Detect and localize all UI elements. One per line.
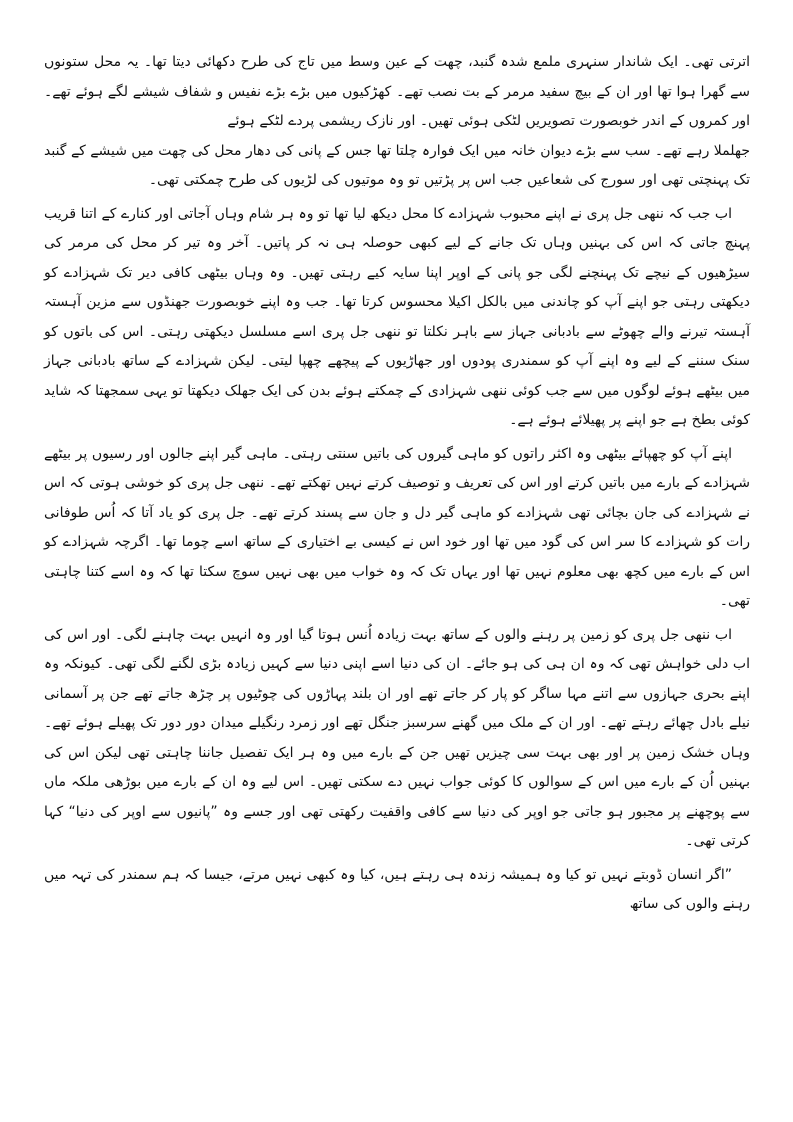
paragraph-6: ”اگر انسان ڈوبتے نہیں تو کیا وہ ہمیشہ زندہ ہی رہتے ہیں، کیا وہ کبھی نہیں مرتے، جیسا کہ ہم سمندر کی تہہ میں رہنے والوں کی ساتھ	[44, 866, 750, 912]
paragraph-5: اب ننھی جل پری کو زمین پر رہنے والوں کے ساتھ بہت زیادہ اُنس ہوتا گیا اور وہ انہیں بہت چاہنے لگی۔ اور اس کی اب دلی خواہش تھی کہ وہ ان ہی کی ہو جائے۔ ان کی دنیا اسے اپنی دنیا سے کہیں زیادہ بڑی لگنے لگی تھی۔ کیونکہ وہ اپنے بحری جہازوں سے اتنے مہا ساگر کو پار کر جاتے تھے اور ان بلند پہاڑوں کی چوٹیوں پر چڑھ جاتے تھے جن پر آسمانی نیلے بادل چھائے رہتے تھے۔ اور ان کے ملک میں گھنے سرسبز جنگل تھے اور زمرد رنگیلے میدان دور دور تک پھیلے ہوئے تھے۔ وہاں خشک زمین پر اور بھی بہت سی چیزیں تھیں جن کے بارے میں وہ ہر ایک تفصیل جاننا چاہتی تھی لیکن اس کی بہنیں اُن کے بارے میں اس کے سوالوں کا کوئی جواب نہیں دے سکتی تھیں۔ اس لیے وہ ان کے بارے میں بوڑھی ملکہ ماں سے پوچھنے پر مجبور ہو جاتی جو اوپر کی دنیا سے کافی واقفیت رکھتی تھی اور جسے وہ ”پانیوں سے اوپر کی دنیا“ کہا کرتی تھی۔	[44, 626, 750, 849]
urdu-text-body	[44, 48, 750, 920]
paragraph-3: اب جب کہ ننھی جل پری نے اپنے محبوب شہزادے کا محل دیکھ لیا تھا تو وہ ہر شام وہاں آجاتی اور کنارے کے اتنا قریب پہنچ جاتی کہ اس کی بہنیں وہاں تک جانے کے لیے کبھی حوصلہ ہی نہ کر پاتیں۔ آخر وہ تیر کر محل کی مرمر کی سیڑھیوں کے نیچے تک پہنچنے لگی جو پانی کے اوپر اپنا سایہ کیے رہتی تھیں۔ وہ وہاں بیٹھی کافی دیر تک شہزادے کو دیکھتی رہتی جو اپنے آپ کو چاندنی میں بالکل اکیلا محسوس کرتا تھا۔ جب وہ اپنے خوبصورت جھنڈوں سے مزین آہستہ آہستہ تیرنے والے چھوٹے سے بادبانی جہاز سے باہر نکلتا تو ننھی جل پری اسے مسلسل دیکھتی رہتی۔ اس کی باتوں کو سنک سننے کے لیے وہ اپنے آپ کو سمندری پودوں اور جھاڑیوں کے پیچھے چھپا لیتی۔ لیکن شہزادے کے ساتھ بادبانی جہاز میں بیٹھے ہوئے لوگوں میں سے جب کوئی ننھی شہزادی کے چمکتے ہوئے بدن کی ایک جھلک دیکھتا تو یہی سمجھتا کہ شاید کوئی بطخ ہے جو اپنے پر پھیلائے ہوئے ہے۔	[44, 205, 750, 428]
paragraph-4: اپنے آپ کو چھپائے بیٹھی وہ اکثر راتوں کو ماہی گیروں کی باتیں سنتی رہتی۔ ماہی گیر اپنے جالوں اور رسیوں پر بیٹھے شہزادے کے بارے میں باتیں کرتے اور اس کی تعریف و توصیف کرتے نہیں تھکتے تھے۔ ننھی جل پری کو خوشی ہوتی کہ اس نے شہزادے کی جان بچائی تھی شہزادے کو ماہی گیر دل و جان سے پسند کرتے تھے۔ جل پری کو یاد آتا کہ اُس طوفانی رات کو شہزادے کا سر اس کی گود میں تھا اور خود اس نے کیسی بے اختیاری کے ساتھ اسے چوما تھا۔ اگرچہ شہزادے کو اس کے بارے میں کچھ بھی معلوم نہیں تھا اور یہاں تک کہ وہ خواب میں بھی نہیں سوچ سکتا تھا کہ وہ اسے کتنا چاہتی تھی۔	[44, 445, 750, 609]
paragraph-1: اترتی تھی۔ ایک شاندار سنہری ملمع شدہ گنبد، چھت کے عین وسط میں تاج کی طرح دکھائی دیتا تھا۔ یہ محل ستونوں سے گھرا ہوا تھا اور ان کے بیچ سفید مرمر کے بت نصب تھے۔ کھڑکیوں میں بڑے بڑے نفیس و شفاف شیشے لگے ہوئے تھے۔ اور کمروں کے اندر خوبصورت تصویریں لٹکی ہوئی تھیں۔ اور نازک ریشمی پردے لٹکے ہوئے	[44, 54, 750, 129]
paragraph-2: جھلملا رہے تھے۔ سب سے بڑے دیوان خانہ میں ایک فوارہ چلتا تھا جس کے پانی کی دھار محل کی چھت میں شیشے کے گنبد تک پہنچتی تھی اور سورج کی شعاعیں جب اس پر پڑتیں تو وہ موتیوں کی لڑیوں کی طرح چمکتی تھی۔	[44, 142, 750, 188]
